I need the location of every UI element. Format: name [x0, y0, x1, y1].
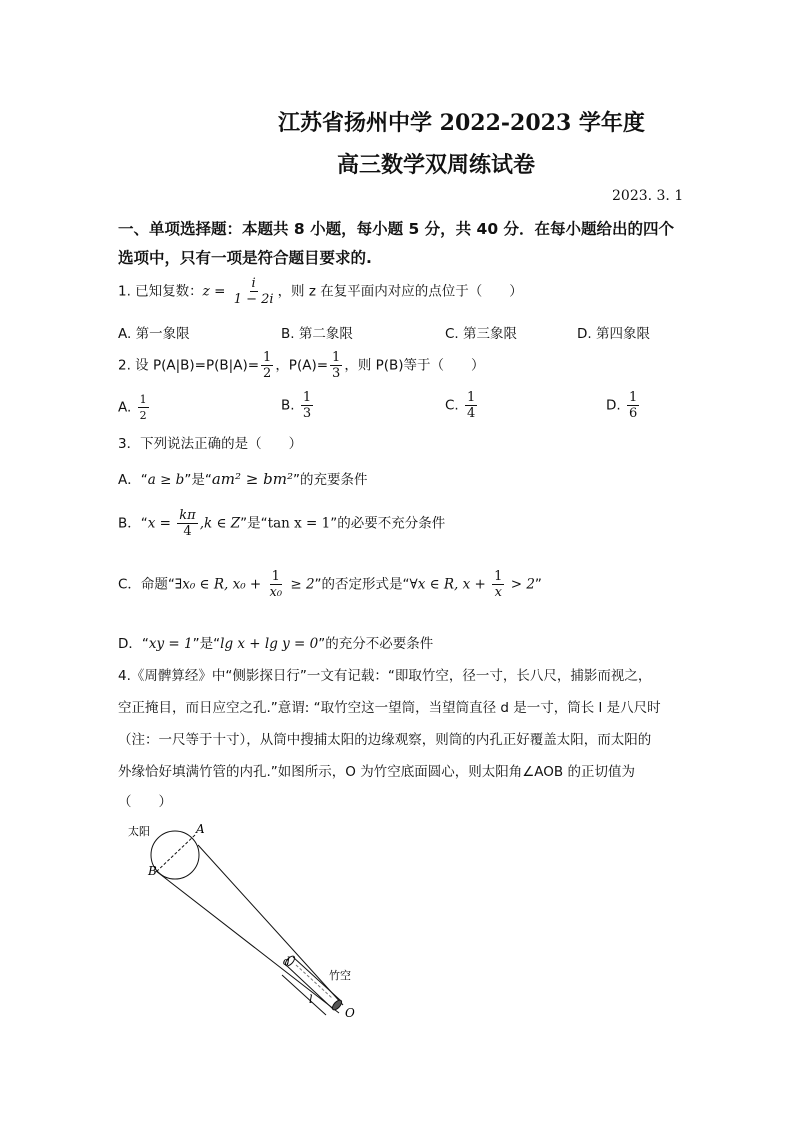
q2-option-a-label: A. [118, 399, 132, 416]
q3-c-num2: 1 [494, 569, 503, 584]
q2-option-d-frac [627, 390, 639, 421]
title-line2: 高三数学双周练试卷 [337, 152, 536, 178]
q1-option-a[interactable]: A. 第一象限 [118, 326, 190, 342]
q3-c-suf: ” [534, 576, 542, 593]
q1-fraction [232, 276, 276, 307]
q3-option-b[interactable] [118, 508, 445, 539]
sun-circle [151, 831, 199, 879]
q2-third-num: 1 [332, 350, 341, 365]
q3-a-suf: ”的充要条件 [292, 472, 368, 488]
q3-option-d[interactable] [118, 632, 433, 652]
label-l: l [309, 993, 313, 1006]
q2-d-num: 1 [628, 390, 638, 405]
q2-option-c[interactable] [445, 390, 479, 421]
q2-half [261, 350, 273, 381]
q1-option-d[interactable]: D. 第四象限 [577, 326, 650, 342]
q1-option-c[interactable]: C. 第三象限 [445, 326, 518, 342]
q4-line-5: （ ） [118, 794, 172, 810]
q3-a-math1: a ≥ b [147, 472, 185, 488]
q2-option-d-label: D. [606, 397, 621, 414]
q1-den: 1 − 2i [233, 292, 274, 307]
q2-option-c-label: C. [445, 397, 459, 414]
q3-option-c[interactable] [118, 569, 542, 600]
q2-option-d[interactable] [606, 390, 641, 421]
q3-b-math2: tan x = 1 [267, 515, 331, 532]
sun-label: 太阳 [128, 825, 150, 838]
q2-option-b-label: B. [281, 397, 295, 414]
section1-line2: 选项中，只有一项是符合题目要求的. [118, 249, 372, 267]
q1-num: i [251, 276, 256, 291]
q3-c-math2: ∀x ∈ R, x + [409, 576, 491, 593]
q1-suffix: ，则 z 在复平面内对应的点位于（ ） [277, 283, 523, 300]
q2-a-num: 1 [139, 393, 147, 406]
q2-suffix: ，则 P(B)等于（ ） [344, 357, 485, 374]
q2-b-num: 1 [302, 390, 312, 405]
title-line1: 江苏省扬州中学 2022-2023 学年度 [278, 110, 645, 136]
label-a: A [196, 822, 205, 836]
q3-c-math1: ∃x₀ ∈ R, x₀ + [174, 576, 266, 593]
q2-a-den: 2 [139, 409, 147, 422]
q1-prefix: 1. 已知复数： [118, 283, 203, 300]
tube-label: 竹空 [329, 969, 351, 982]
q3-b-num: kπ [179, 508, 196, 523]
sun-diameter [155, 835, 195, 873]
q1-z: z [202, 283, 210, 300]
q2-option-b[interactable] [281, 390, 315, 421]
question-2 [118, 350, 485, 381]
q3-a-pre: A．“ [118, 472, 148, 488]
label-d: d [283, 955, 291, 968]
q3-d-suf: ”的充分不必要条件 [318, 636, 434, 652]
exam-date: 2023. 3. 1 [612, 188, 684, 204]
label-b: B [148, 864, 157, 878]
q2-option-a-frac [138, 392, 149, 423]
q3-a-mid: ”是“ [184, 472, 212, 488]
q2-c-num: 1 [467, 390, 476, 405]
q2-half-num: 1 [263, 350, 272, 365]
q3-c-mid: ”的否定形式是“ [314, 576, 410, 593]
q3-c-den1: x₀ [269, 585, 283, 600]
q2-d-den: 6 [628, 406, 638, 421]
q3-d-mid: ”是“ [192, 636, 221, 652]
tangent-line-a [198, 845, 343, 1005]
q3-c-math1b: ≥ 2 [286, 576, 315, 593]
question-1: 1. 已知复数：z = $\frac{i}{1 - 2i}$ ，则 z 在复平面内对应的点位于（ ） [118, 276, 523, 307]
q3-c-frac1 [268, 569, 285, 600]
q2-mid: ，P(A)= [275, 357, 329, 374]
q3-d-math1: xy = 1 [148, 636, 193, 652]
sun-tube-figure [110, 815, 370, 1030]
q1-option-b[interactable]: B. 第二象限 [281, 326, 353, 342]
q3-b-pre: B．“ [118, 515, 148, 532]
q3-c-pre: C．命题“ [118, 576, 175, 593]
q3-a-math2: am² ≥ bm² [211, 470, 293, 488]
q3-c-den2: x [494, 585, 502, 600]
q3-stem: 3．下列说法正确的是（ ） [118, 436, 303, 452]
q2-third-den: 3 [332, 366, 341, 381]
q3-d-pre: D．“ [118, 636, 149, 652]
q4-line-1: 4.《周髀算经》中“侧影探日行”一文有记载：“即取竹空，径一寸，长八尺，捕影而视之， [118, 668, 652, 684]
q3-b-x: x = [147, 515, 176, 532]
q2-c-den: 4 [467, 406, 476, 421]
section1-line1: 一、单项选择题：本题共 8 小题，每小题 5 分，共 40 分．在每小题给出的四个 [118, 220, 675, 238]
q2-half-den: 2 [263, 366, 272, 381]
q3-b-frac [177, 508, 197, 539]
q3-c-frac2 [492, 569, 504, 600]
q3-b-mid: ”是“ [240, 515, 268, 532]
q3-b-suf: ”的必要不充分条件 [330, 515, 446, 532]
label-o: O [345, 1006, 355, 1020]
q3-c-num1: 1 [271, 569, 280, 584]
q4-line-3: （注：一尺等于十寸），从筒中搜捕太阳的边缘观察，则筒的内孔正好覆盖太阳，而太阳的 [118, 732, 652, 748]
q3-c-math2b: > 2 [506, 576, 535, 593]
q3-b-den: 4 [183, 524, 192, 539]
tangent-line-b [156, 871, 339, 1013]
q4-line-4: 外缘恰好填满竹管的内孔.”如图所示，O 为竹空底面圆心，则太阳角∠AOB 的正切值为 [118, 764, 635, 780]
q2-third [330, 350, 342, 381]
q3-option-a[interactable] [118, 468, 367, 488]
q2-prefix: 2. 设 P(A|B)=P(B|A)= [118, 357, 260, 374]
q2-option-b-frac [301, 390, 313, 421]
q2-option-c-frac [465, 390, 477, 421]
q3-d-math2: lg x + lg y = 0 [220, 636, 319, 652]
q4-line-2: 空正掩目，而日应空之孔.”意谓: “取竹空这一望筒，当望筒直径 d 是一寸，筒长 l 是八尺时 [118, 700, 661, 716]
q2-b-den: 3 [302, 406, 312, 421]
tube-end-far [331, 999, 343, 1012]
q3-b-k: ,k ∈ Z [199, 515, 241, 532]
q2-option-a[interactable] [118, 392, 151, 423]
